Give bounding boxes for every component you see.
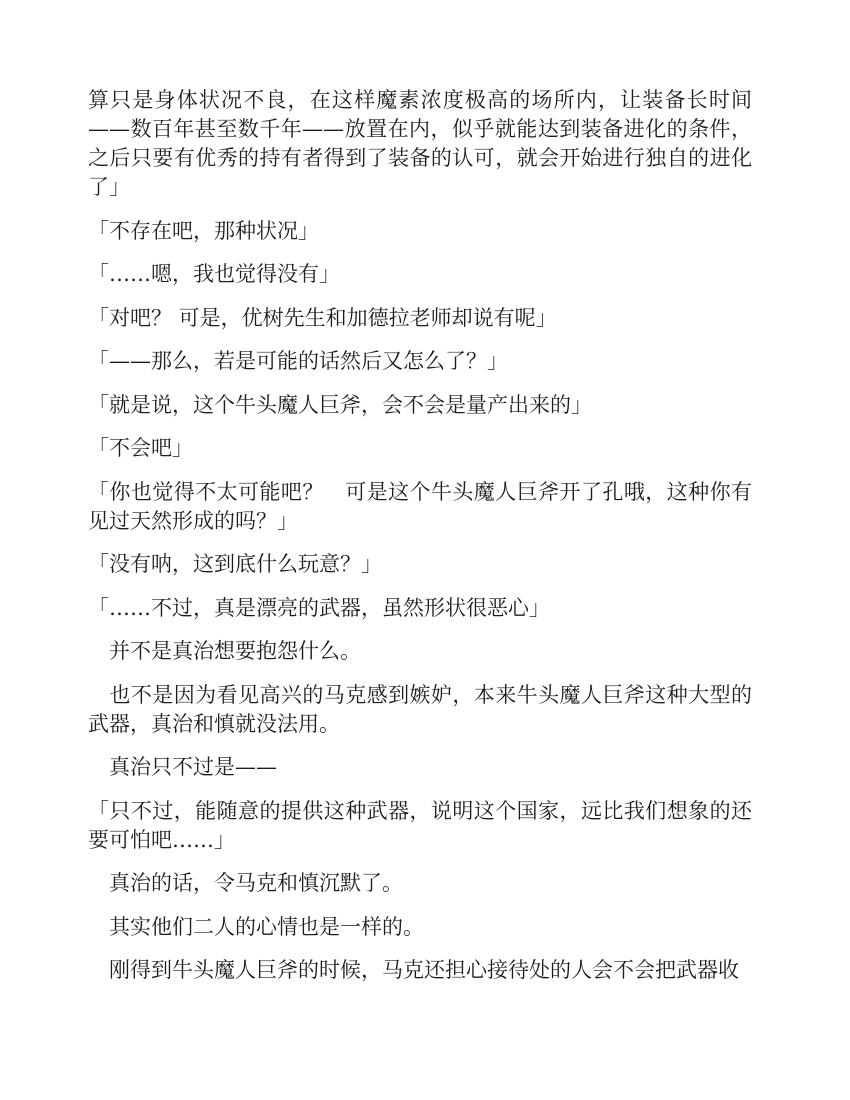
- paragraph-dialogue: 「……嗯，我也觉得没有」: [88, 262, 340, 286]
- paragraph-dialogue: 「你也觉得不太可能吧？ 可是这个牛头魔人巨斧开了孔哦，这种你有见过天然形成的吗？」: [88, 479, 752, 533]
- paragraph-narration: 其实他们二人的心情也是一样的。: [88, 914, 424, 939]
- paragraph-dialogue: 「……不过，真是漂亮的武器，虽然形状很恶心」: [88, 595, 550, 620]
- paragraph-narration: 刚得到牛头魔人巨斧的时候，马克还担心接待处的人会不会把武器收: [88, 958, 739, 982]
- paragraph-dialogue: 「对吧？ 可是，优树先生和加德拉老师却说有呢」: [88, 305, 557, 330]
- paragraph-dialogue: 「不存在吧，那种状况」: [88, 218, 319, 243]
- paragraph-narration: 也不是因为看见高兴的马克感到嫉妒，本来牛头魔人巨斧这种大型的武器，真治和慎就没法用。: [88, 682, 752, 736]
- paragraph-dialogue: 「只不过，能随意的提供这种武器，说明这个国家，远比我们想象的还要可怕吧……」: [88, 798, 752, 852]
- paragraph-dialogue: 「不会吧」: [88, 436, 193, 460]
- paragraph-narration: 真治只不过是——: [88, 755, 277, 779]
- paragraph-narration: 真治的话，令马克和慎沉默了。: [88, 871, 403, 895]
- paragraph-dialogue: 「没有呐，这到底什么玩意？」: [88, 552, 382, 576]
- paragraph-narration: 并不是真治想要抱怨什么。: [88, 639, 361, 663]
- paragraph-dialogue-continuation: 算只是身体状况不良，在这样魔素浓度极高的场所内，让装备长时间——数百年甚至数千年——放置在内，似乎就能达到装备进化的条件，之后只要有优秀的持有者得到了装备的认可，就会开始进行独自的进化了」: [88, 88, 752, 199]
- paragraph-dialogue: 「就是说，这个牛头魔人巨斧，会不会是量产出来的」: [88, 392, 592, 417]
- paragraph-dialogue: 「——那么，若是可能的话然后又怎么了？」: [88, 349, 508, 373]
- page-text: [88, 86, 752, 985]
